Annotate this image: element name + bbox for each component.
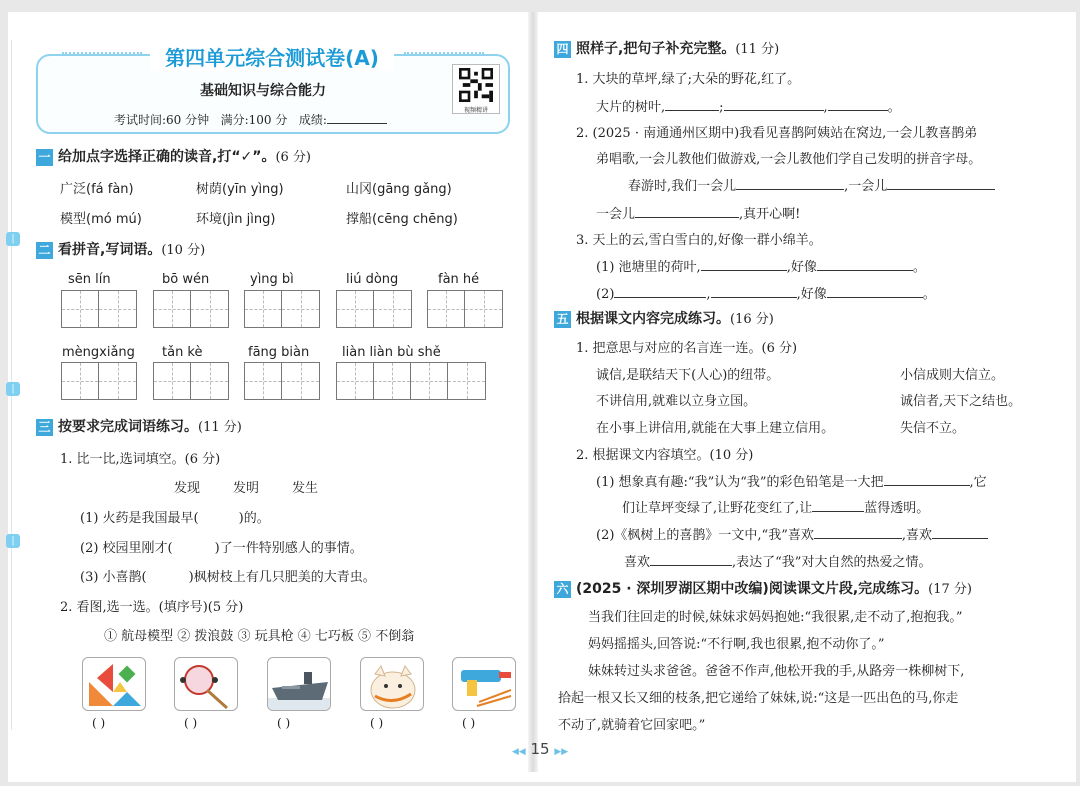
- section-title: 给加点字选择正确的读音,打“✓”。: [58, 149, 276, 165]
- fill-line: 春游时,我们一会儿 ,一会儿: [628, 175, 995, 194]
- page-number: [500, 740, 580, 758]
- answer-blank[interactable]: [665, 97, 719, 111]
- pinyin-label: fàn hé: [438, 272, 480, 287]
- section-badge: 三: [36, 419, 53, 436]
- page-subtitle: 基础知识与综合能力: [200, 83, 326, 99]
- match-left-item[interactable]: 在小事上讲信用,就能在大事上建立信用。: [596, 421, 835, 436]
- section-points: (6 分): [275, 150, 312, 165]
- pinyin-label: fāng biàn: [248, 345, 310, 360]
- answer-blank[interactable]: [932, 525, 988, 539]
- page-number-value: 15: [530, 740, 550, 758]
- reading-item[interactable]: 山冈(gāng gǎng): [346, 182, 452, 197]
- tumbler-doll-image[interactable]: [360, 657, 424, 711]
- section-points: (11 分): [735, 42, 780, 57]
- fill-sentence: (3) 小喜鹊( )枫树枝上有几只肥美的大青虫。: [80, 570, 376, 585]
- pinyin-label: yìng bì: [250, 272, 294, 287]
- pinyin-label: tǎn kè: [162, 345, 203, 360]
- next-arrow-icon: ▶▶: [554, 747, 569, 757]
- qr-label: 视频精讲: [463, 107, 488, 114]
- title-dots-left: [62, 52, 142, 56]
- full-score: 满分:100 分: [220, 113, 288, 127]
- writing-grid[interactable]: [336, 362, 486, 400]
- question-2-line: 弟唱歌,一会儿教他们做游戏,一会儿教他们学自己发明的拼音字母。: [596, 152, 982, 167]
- section-4-heading: [554, 38, 779, 58]
- writing-grid[interactable]: [61, 290, 137, 328]
- fill-line: 一会儿 ,真开心啊!: [596, 203, 800, 222]
- tangram-image[interactable]: [82, 657, 146, 711]
- reading-item[interactable]: 环境(jìn jìng): [196, 212, 276, 227]
- book-spine: [528, 12, 538, 772]
- edge-marker: |: [6, 382, 20, 396]
- reading-item[interactable]: 广泛(fá fàn): [60, 182, 134, 197]
- pinyin-label: liàn liàn bù shě: [342, 345, 441, 360]
- fill-line: 们让草坪变绿了,让野花变红了,让 蓝得透明。: [622, 497, 929, 516]
- section-badge: 五: [554, 311, 571, 328]
- answer-blank[interactable]: [884, 472, 970, 486]
- edge-marker: |: [6, 534, 20, 548]
- edge-marker: |: [6, 232, 20, 246]
- question-1: 1. 大块的草坪,绿了;大朵的野花,红了。: [576, 72, 801, 87]
- section-title: (2025 · 深圳罗湖区期中改编)阅读课文片段,完成练习。: [576, 581, 929, 597]
- prev-arrow-icon: ◀◀: [511, 747, 526, 757]
- toy-gun-image[interactable]: [452, 657, 516, 711]
- fill-line: 大片的树叶, ; , 。: [596, 96, 901, 115]
- section-badge: 一: [36, 149, 53, 166]
- match-right-item[interactable]: 诚信者,天下之结也。: [900, 394, 1022, 409]
- answer-blank[interactable]: [635, 204, 739, 218]
- reading-paragraph: 妹妹转过头求爸爸。爸爸不作声,他松开我的手,从路旁一株柳树下,: [588, 664, 965, 679]
- match-left-item[interactable]: 诚信,是联结天下(人心)的纽带。: [596, 368, 780, 383]
- answer-paren[interactable]: ( ): [462, 716, 476, 730]
- answer-paren[interactable]: ( ): [277, 716, 291, 730]
- writing-grid[interactable]: [61, 362, 137, 400]
- answer-blank[interactable]: [887, 176, 995, 190]
- answer-blank[interactable]: [701, 257, 787, 271]
- reading-paragraph: 当我们往回走的时候,妹妹求妈妈抱她:“我很累,走不动了,抱抱我。”: [588, 610, 963, 625]
- word-choice: 发明: [233, 481, 260, 496]
- fill-line: (1) 池塘里的荷叶, ,好像 。: [596, 256, 926, 275]
- section-1-heading: [36, 146, 311, 166]
- section-badge: 二: [36, 242, 53, 259]
- section-points: (17 分): [928, 582, 972, 597]
- writing-grid[interactable]: [427, 290, 503, 328]
- picture-options: ① 航母模型 ② 拨浪鼓 ③ 玩具枪 ④ 七巧板 ⑤ 不倒翁: [104, 629, 415, 644]
- writing-grid[interactable]: [244, 362, 320, 400]
- answer-blank[interactable]: [736, 176, 844, 190]
- answer-paren[interactable]: ( ): [92, 716, 106, 730]
- aircraft-carrier-image[interactable]: [267, 657, 331, 711]
- reading-paragraph: 妈妈摇摇头,回答说:“不行啊,我也很累,抱不动你了。”: [588, 637, 885, 652]
- question-2: 2. 看图,选一选。(填序号)(5 分): [60, 600, 244, 615]
- section-title: 按要求完成词语练习。: [58, 419, 198, 435]
- section-points: (10 分): [161, 243, 206, 258]
- fill-line: (2)《枫树上的喜鹊》一文中,“我”喜欢 ,喜欢: [596, 524, 988, 543]
- answer-paren[interactable]: ( ): [370, 716, 384, 730]
- reading-paragraph: 拾起一根又长又细的枝条,把它递给了妹妹,说:“这是一匹出色的马,你走: [558, 691, 959, 706]
- pinyin-label: liú dòng: [346, 272, 399, 287]
- exam-time: 考试时间:60 分钟: [114, 113, 210, 127]
- question-3: 3. 天上的云,雪白雪白的,好像一群小绵羊。: [576, 233, 822, 248]
- match-left-item[interactable]: 不讲信用,就难以立身立国。: [596, 394, 757, 409]
- section-5-heading: [554, 308, 774, 328]
- question-2-line: 2. (2025 · 南通通州区期中)我看见喜鹊阿姨站在窝边,一会儿教喜鹊弟: [576, 126, 978, 141]
- section-title: 看拼音,写词语。: [58, 242, 162, 258]
- section-title: 照样子,把句子补充完整。: [576, 41, 736, 57]
- answer-blank[interactable]: [814, 525, 902, 539]
- answer-blank[interactable]: [724, 97, 824, 111]
- fill-sentence: (1) 火药是我国最早( )的。: [80, 511, 270, 526]
- fill-line: (1) 想象真有趣:“我”认为“我”的彩色铅笔是一大把 ,它: [596, 471, 987, 490]
- pinyin-label: mèngxiǎng: [62, 345, 135, 360]
- writing-grid[interactable]: [153, 362, 229, 400]
- match-right-item[interactable]: 失信不立。: [900, 421, 966, 436]
- writing-grid[interactable]: [244, 290, 320, 328]
- answer-blank[interactable]: [614, 284, 706, 298]
- question-1: 1. 比一比,选词填空。(6 分): [60, 452, 221, 467]
- question-2: 2. 根据课文内容填空。(10 分): [576, 448, 754, 463]
- answer-blank[interactable]: [812, 498, 864, 512]
- section-badge: 六: [554, 581, 571, 598]
- rattle-drum-image[interactable]: [174, 657, 238, 711]
- exam-info: [114, 110, 387, 128]
- section-badge: 四: [554, 41, 571, 58]
- word-choice: 发现: [174, 481, 201, 496]
- section-6-heading: [554, 578, 972, 598]
- match-right-item[interactable]: 小信成则大信立。: [900, 368, 1005, 383]
- reading-item[interactable]: 撑船(cēng chēng): [346, 212, 458, 227]
- word-choice: 发生: [292, 481, 319, 496]
- title-dots-right: [404, 52, 484, 56]
- pinyin-label: bō wén: [162, 272, 210, 287]
- section-points: (11 分): [198, 420, 242, 435]
- writing-grid[interactable]: [336, 290, 412, 328]
- reading-item[interactable]: 模型(mó mú): [60, 212, 142, 227]
- answer-blank[interactable]: [828, 97, 888, 111]
- writing-grid[interactable]: [153, 290, 229, 328]
- section-3-heading: [36, 416, 242, 436]
- answer-blank[interactable]: [650, 552, 732, 566]
- qr-code-icon: [458, 68, 494, 102]
- fill-line: 喜欢 ,表达了“我”对大自然的热爱之情。: [624, 551, 931, 570]
- answer-paren[interactable]: ( ): [184, 716, 198, 730]
- answer-blank[interactable]: [817, 257, 913, 271]
- fill-sentence: (2) 校园里刚才( )了一件特别感人的事情。: [80, 541, 363, 556]
- answer-blank[interactable]: [827, 284, 923, 298]
- reading-paragraph: 不动了,就骑着它回家吧。”: [558, 718, 706, 733]
- answer-blank[interactable]: [711, 284, 797, 298]
- pinyin-label: sēn lín: [68, 272, 111, 287]
- section-points: (16 分): [730, 312, 774, 327]
- question-1: 1. 把意思与对应的名言连一连。(6 分): [576, 341, 798, 356]
- fill-line: (2) , ,好像 。: [596, 283, 936, 302]
- score-label: 成绩:: [298, 113, 327, 127]
- section-title: 根据课文内容完成练习。: [576, 311, 730, 327]
- qr-code[interactable]: [452, 64, 500, 114]
- page-title: 第四单元综合测试卷(A): [150, 42, 394, 71]
- section-2-heading: [36, 239, 205, 259]
- reading-item[interactable]: 树荫(yīn yìng): [196, 182, 284, 197]
- score-blank[interactable]: [327, 110, 387, 124]
